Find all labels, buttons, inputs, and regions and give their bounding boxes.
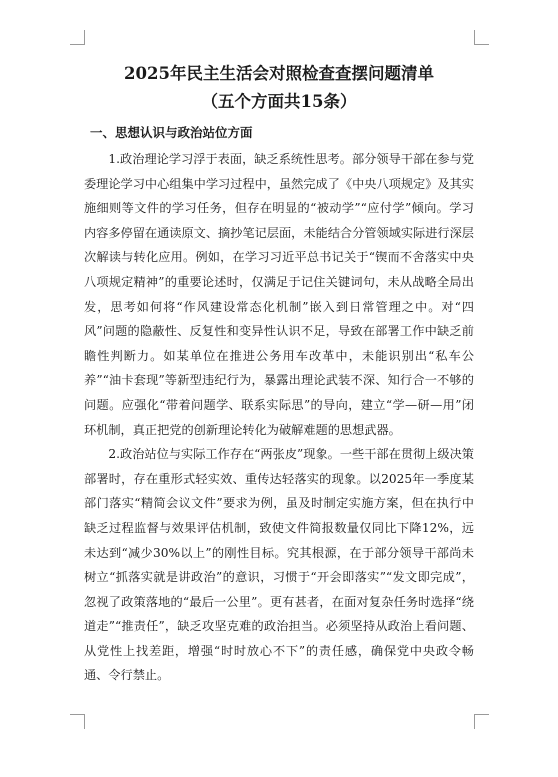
corner-mark-bottom-left — [70, 714, 85, 729]
section-heading: 一、思想认识与政治站位方面 — [90, 125, 253, 140]
corner-mark-top-right — [474, 30, 489, 45]
document-title: 2025年民主生活会对照检查查摆问题清单 — [124, 64, 434, 83]
document-subtitle: （五个方面共15条） — [201, 92, 357, 111]
paragraph-2: 2.政治站位与实际工作存在“两张皮”现象。一些干部在贯彻上级决策部署时，存在重形式轻实效、重传达轻落实的现象。以2025年一季度某部门落实“精简会议文件”要求为例，虽及时制定实施方案，但在执行中缺乏过程监督与效果评估机制，致使文件简报数量仅同比下降12%，远未达到“减少30%以上”的刚性目标。究其根源，在于部分领导干部尚未树立“抓落实就是讲政治”的意识，习惯于“开会即落实”“发文即完成”，忽视了政策落地的“最后一公里”。更有甚者，在面对复杂任务时选择“绕道走”“推责任”，缺乏攻坚克难的政治担当。必须坚持从政治上看问题、从党性上找差距，增强“时时放心不下”的责任感，确保党中央政令畅通、令行禁止。 — [84, 447, 474, 683]
paragraph-1: 1.政治理论学习浮于表面，缺乏系统性思考。部分领导干部在参与党委理论学习中心组集中学习过程中，虽然完成了《中央八项规定》及其实施细则等文件的学习任务，但存在明显的“被动学”“应付学”倾向。学习内容多停留在通读原文、摘抄笔记层面，未能结合分管领域实际进行深层次解读与转化应用。例如，在学习习近平总书记关于“锲而不舍落实中央八项规定精神”的重要论述时，仅满足于记住关键词句，未从战略全局出发，思考如何将“作风建设常态化机制”嵌入到日常管理之中。对“四风”问题的隐蔽性、反复性和变异性认识不足，导致在部署工作中缺乏前瞻性判断力。如某单位在推进公务用车改革中，未能识别出“私车公养”“油卡套现”等新型违纪行为，暴露出理论武装不深、知行合一不够的问题。应强化“带着问题学、联系实际思”的导向，建立“学—研—用”闭环机制，真正把党的创新理论转化为破解难题的思想武器。 — [84, 152, 474, 437]
corner-mark-bottom-right — [474, 714, 489, 729]
document-body — [84, 60, 474, 688]
corner-mark-top-left — [70, 30, 85, 45]
